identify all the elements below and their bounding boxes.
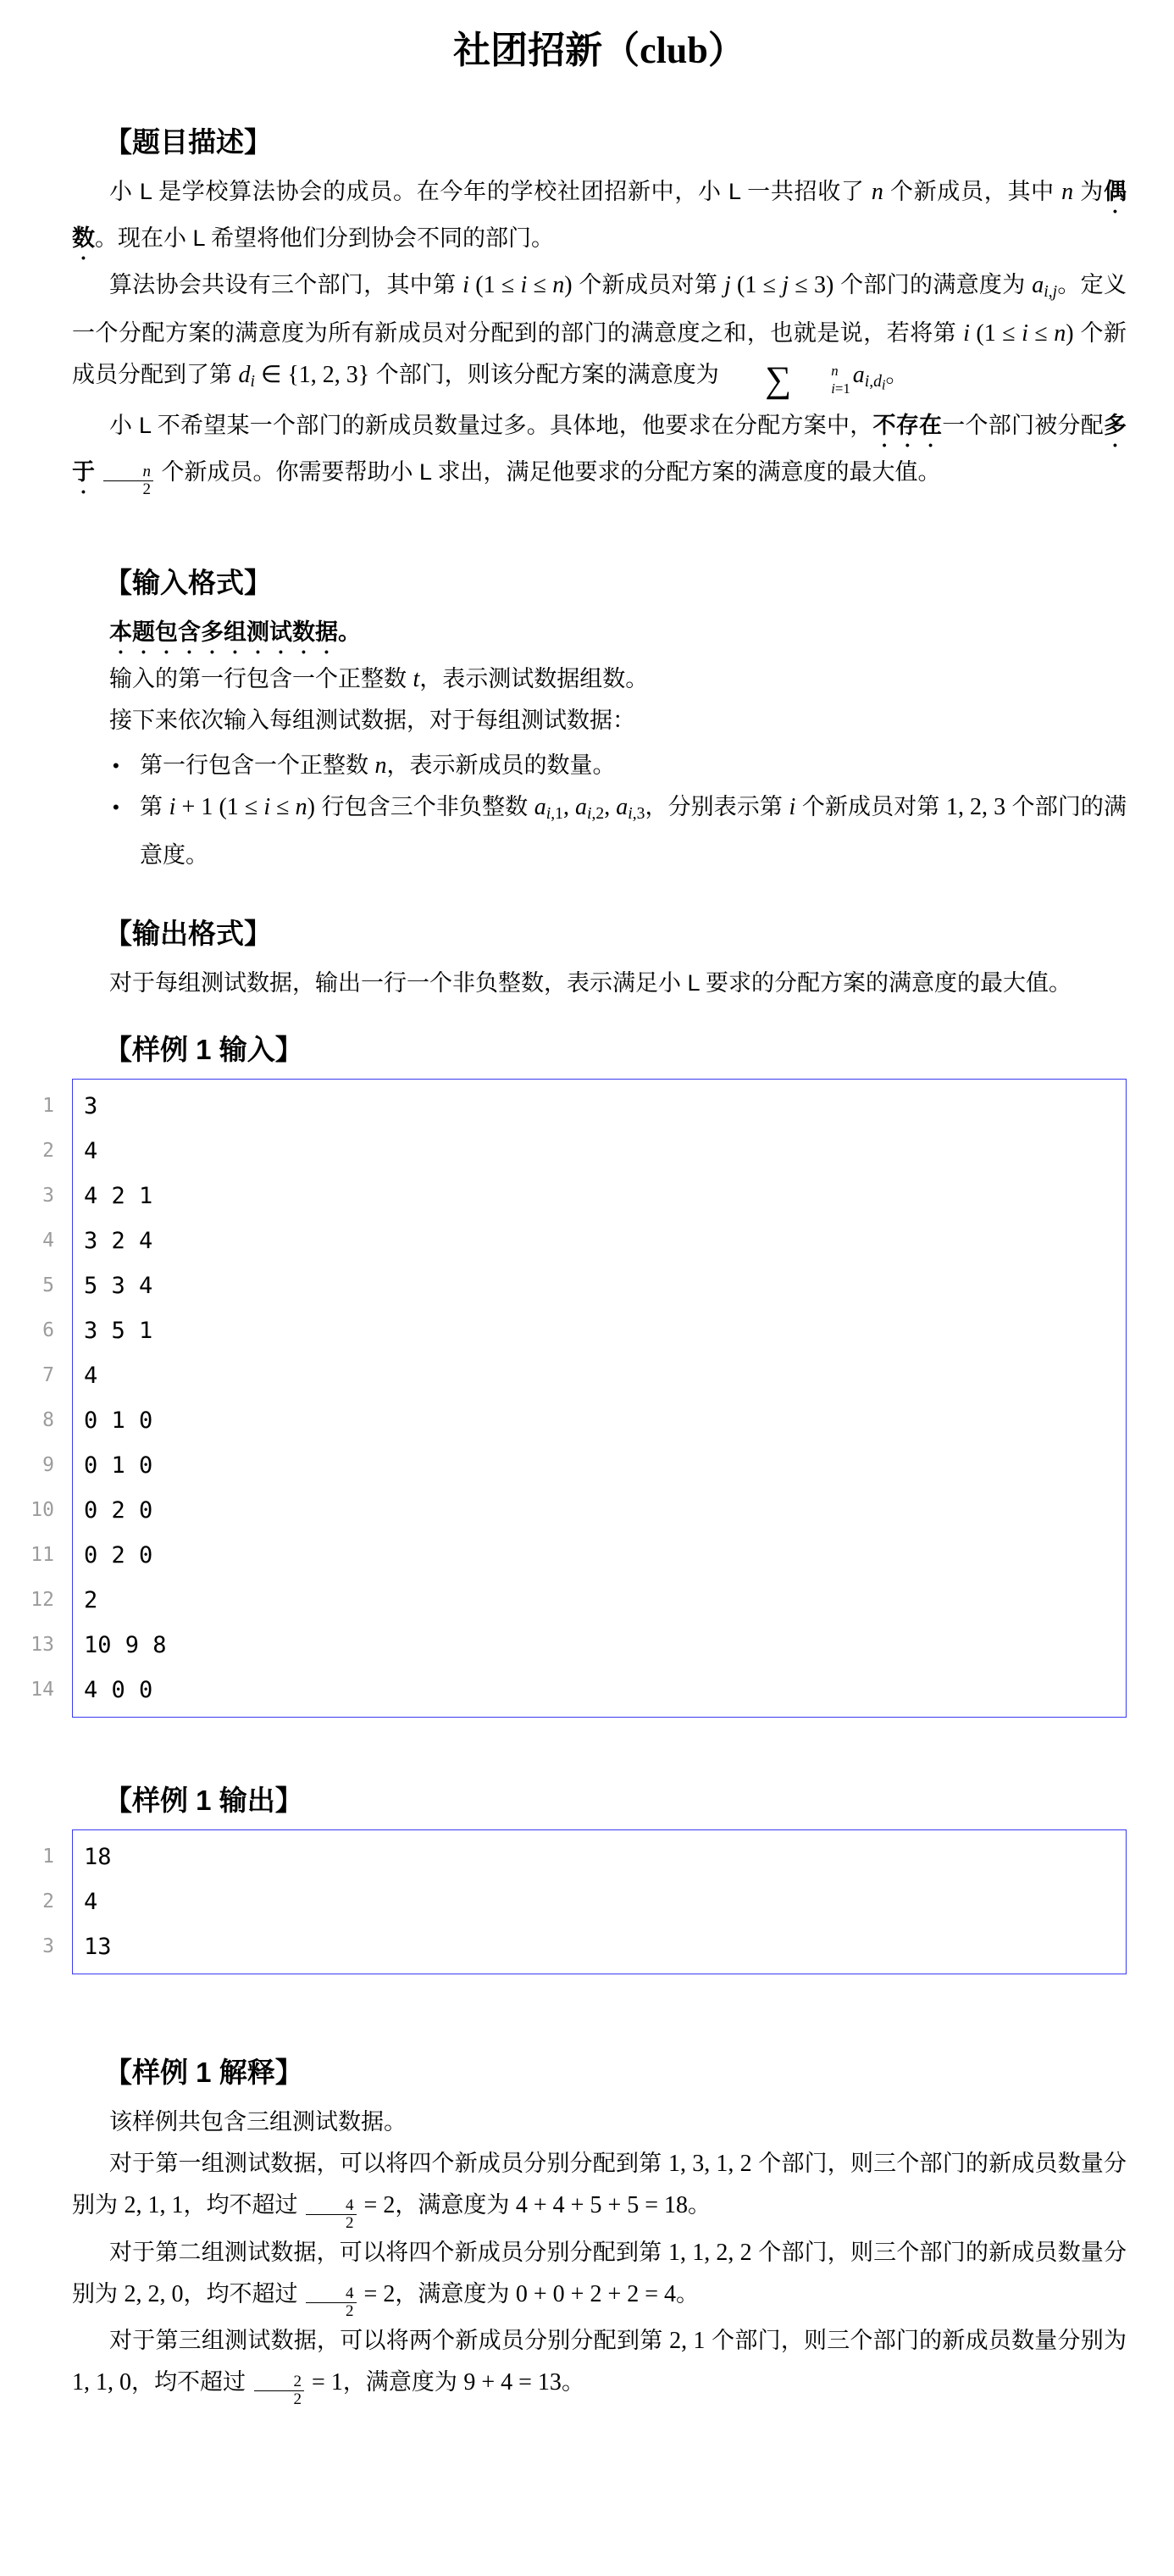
- math-roman: ): [564, 272, 573, 298]
- math-variable: i: [462, 272, 469, 298]
- code-line: [42, 1129, 1126, 1174]
- section: [30, 1033, 1127, 1718]
- section-heading: 【样例 1 输出】: [104, 1785, 303, 1817]
- math-roman: ,: [869, 372, 874, 391]
- math-roman: ,3: [632, 805, 645, 824]
- math-roman: =1: [834, 380, 850, 397]
- summation: [728, 359, 850, 401]
- math-roman: (1 ≤: [730, 272, 783, 298]
- text-run: 输入的第一行包含一个正整数: [109, 666, 413, 692]
- math-expression: [169, 794, 315, 820]
- math-fraction: [306, 2197, 357, 2232]
- text-run: 接下来依次输入每组测试数据，对于每组测试数据：: [109, 708, 635, 734]
- math-roman: ,2: [591, 805, 605, 824]
- code-text: 3 5 1: [84, 1318, 153, 1345]
- bullet-icon: •: [113, 755, 119, 777]
- math-expression: [462, 272, 572, 298]
- document-page: [0, 29, 1174, 2576]
- paragraph: [72, 963, 1127, 1004]
- text-run: ，分别表示第: [645, 794, 789, 820]
- line-number: 6: [42, 1319, 54, 1342]
- math-variable: n: [374, 752, 387, 780]
- math-roman: ,1: [551, 805, 563, 824]
- text-run: 。定义一个分配方案的满意度为所有新成员对分配到的部门的满意度之和，也就是说，若将第: [72, 272, 1127, 346]
- math-roman: = 1: [306, 2369, 343, 2396]
- math-roman: 2, 1: [669, 2328, 706, 2355]
- text-run: 个新成员，其中: [883, 179, 1062, 204]
- fraction-numerator: 4: [306, 2197, 357, 2215]
- section-heading: 【题目描述】: [104, 126, 272, 158]
- math-roman: 1, 1, 0: [72, 2369, 131, 2396]
- math-variable: a: [1032, 272, 1044, 298]
- math-variable: i: [881, 376, 886, 393]
- bullet-item: [104, 745, 1127, 786]
- line-number: 11: [30, 1544, 54, 1567]
- text-run: 个新成员对第: [795, 794, 946, 820]
- math-variable: i: [864, 372, 870, 391]
- math-subscript: [628, 805, 645, 823]
- code-text: 5 3 4: [84, 1273, 153, 1300]
- text-run: 对于第三组测试数据，可以将两个新成员分别分配到第: [109, 2328, 670, 2354]
- text-run: 第: [140, 794, 169, 820]
- code-line: [42, 1879, 1126, 1924]
- math-roman: ≤: [1027, 319, 1055, 347]
- math-roman: 2, 1, 1: [124, 2192, 184, 2219]
- text-run: 。: [688, 2192, 712, 2218]
- math-expression: [375, 752, 387, 779]
- text-run: 个部门的满意度为: [833, 272, 1033, 297]
- math-roman: 9 + 4 = 13: [463, 2369, 562, 2396]
- math-variable: i: [520, 272, 528, 298]
- text-run: ，均不超过: [131, 2369, 252, 2396]
- math-roman: ): [307, 794, 315, 821]
- math-roman: ,: [562, 794, 576, 821]
- math-expression: [125, 2192, 184, 2218]
- text-run: ，表示新成员的数量。: [386, 752, 616, 779]
- math-roman: 1, 2, 3: [945, 794, 1006, 821]
- math-roman: = 2: [357, 2280, 396, 2307]
- code-text: 2: [84, 1587, 98, 1614]
- text-run: 个部门，则该分配方案的满意度为: [369, 361, 726, 387]
- text-run: 小 L 不希望某一个部门的新成员数量过多。具体地，他要求在分配方案中，: [109, 413, 873, 439]
- math-variable: n: [295, 794, 307, 821]
- math-expression: [946, 794, 1005, 820]
- math-variable: i: [545, 805, 551, 824]
- math-subscript: [1044, 283, 1057, 301]
- code-text: 4: [84, 1889, 98, 1916]
- text-run: 为: [1073, 179, 1104, 204]
- text-run: 。: [676, 2280, 700, 2307]
- paragraph: [72, 405, 1127, 498]
- fraction-numerator: 4: [306, 2285, 357, 2303]
- math-roman: + 1 (1 ≤: [175, 794, 264, 821]
- text-run: 对于每组测试数据，输出一行一个非负整数，表示满足小 L 要求的分配方案的满意度的最大值。: [109, 970, 1072, 997]
- line-number: 13: [30, 1634, 54, 1657]
- bullet-list: [104, 745, 1127, 876]
- math-expression: [872, 179, 883, 205]
- code-text: 4: [84, 1363, 98, 1390]
- document-body: [30, 125, 1127, 2409]
- math-variable: a: [852, 361, 865, 388]
- math-variable: i: [628, 805, 633, 824]
- page-title: 社团招新（club）: [453, 30, 745, 71]
- paragraph: [72, 612, 1127, 658]
- section: [42, 1784, 1127, 1974]
- section: [72, 917, 1127, 1004]
- math-expression: [238, 361, 370, 391]
- summation-lower-limit: [794, 380, 850, 397]
- math-roman: 0 + 0 + 2 + 2 = 4: [515, 2280, 677, 2307]
- code-text: 4 0 0: [84, 1677, 153, 1704]
- code-line: [30, 1533, 1126, 1578]
- math-roman: (1 ≤: [969, 319, 1022, 347]
- math-expression: [1061, 179, 1073, 205]
- text-run: ，满意度为: [342, 2369, 464, 2396]
- math-roman: ): [1066, 319, 1074, 347]
- text-run: 个新成员对第: [572, 272, 724, 297]
- code-text: 3: [84, 1093, 98, 1120]
- line-number: 3: [42, 1935, 54, 1958]
- text-run: 对于第二组测试数据，可以将四个新成员分别分配到第: [109, 2239, 669, 2265]
- math-roman: 4 + 4 + 5 + 5 = 18: [515, 2192, 689, 2219]
- math-roman: ,: [1048, 282, 1053, 301]
- fraction-denominator: 2: [293, 2390, 302, 2409]
- math-roman: 1, 1, 2, 2: [668, 2239, 752, 2266]
- line-number: 10: [30, 1499, 54, 1522]
- paragraph: [72, 2232, 1127, 2320]
- math-expression: [304, 2280, 396, 2321]
- code-text: 0 2 0: [84, 1542, 153, 1569]
- math-roman: 2, 2, 0: [124, 2280, 184, 2307]
- fraction-denominator: 2: [142, 480, 152, 499]
- code-block: [30, 1079, 1127, 1718]
- paragraph: [72, 658, 1127, 700]
- line-number: 1: [42, 1846, 54, 1868]
- math-variable: t: [413, 666, 420, 693]
- math-roman: 1, 3, 1, 2: [668, 2151, 752, 2178]
- math-expression: [668, 2151, 752, 2177]
- code-line: [42, 1084, 1126, 1129]
- math-subscript: [546, 805, 563, 823]
- summation-upper-limit: [794, 363, 850, 380]
- math-variable: i: [1022, 319, 1028, 347]
- text-run: ，表示测试数据组数。: [419, 666, 649, 692]
- code-line: [42, 1308, 1126, 1353]
- math-variable: i: [831, 380, 835, 397]
- math-variable: i: [963, 319, 970, 347]
- code-line: [42, 1174, 1126, 1219]
- fraction-denominator: 2: [346, 2302, 354, 2321]
- text-run: 。: [885, 361, 909, 387]
- text-run: 个部门的满意度。: [140, 794, 1127, 869]
- fraction-denominator: 2: [346, 2213, 354, 2232]
- line-number: 4: [42, 1230, 54, 1252]
- paragraph: [72, 264, 1127, 405]
- code-text: 18: [84, 1844, 112, 1871]
- math-fraction: [306, 2285, 357, 2320]
- math-roman: ∈ {1, 2, 3}: [254, 361, 370, 388]
- math-variable: d: [238, 361, 251, 388]
- code-line: [42, 1398, 1126, 1443]
- line-number: 8: [42, 1409, 54, 1432]
- code-line: [42, 1924, 1126, 1969]
- emphasized-text: 本题包含多组测试数据。: [109, 619, 361, 646]
- text-run: 个部门，则三个部门的新成员数量分别为: [72, 2239, 1127, 2307]
- math-subscript: [865, 373, 886, 391]
- math-expression: [668, 2240, 752, 2266]
- line-number: 5: [42, 1274, 54, 1297]
- code-line: [42, 1443, 1126, 1488]
- math-variable: j: [723, 272, 731, 298]
- section-heading: 【样例 1 输入】: [104, 1034, 303, 1066]
- fraction-numerator: n: [103, 464, 154, 481]
- text-run: ，均不超过: [183, 2280, 305, 2307]
- section-heading: 【输出格式】: [104, 918, 272, 950]
- section-heading: 【样例 1 解释】: [104, 2057, 303, 2089]
- line-number: 14: [30, 1679, 54, 1702]
- code-line: [30, 1488, 1126, 1533]
- math-roman: ≤: [527, 272, 553, 298]
- text-run: 个新成员分配到了第: [72, 319, 1127, 387]
- paragraph: [72, 2101, 1127, 2143]
- math-fraction: [254, 2373, 305, 2408]
- emphasized-text: 多于: [72, 413, 1127, 486]
- math-expression: [534, 794, 645, 824]
- math-subscript: [587, 805, 604, 823]
- section-heading: 【输入格式】: [104, 567, 272, 599]
- fraction-numerator: 2: [254, 2373, 305, 2391]
- math-roman: = 2: [357, 2192, 396, 2219]
- code-block: [42, 1829, 1127, 1974]
- text-run: 行包含三个非负整数: [314, 794, 534, 820]
- emphasized-text: 偶数: [72, 179, 1127, 251]
- math-expression: [516, 2192, 688, 2218]
- math-expression: [725, 359, 886, 401]
- math-variable: i: [169, 794, 176, 821]
- math-variable: n: [831, 363, 839, 380]
- section: [72, 566, 1127, 876]
- code-line: [30, 1668, 1126, 1713]
- text-run: [95, 459, 102, 485]
- text-run: 该样例共包含三组测试数据。: [109, 2109, 407, 2135]
- code-line: [42, 1835, 1126, 1879]
- math-expression: [963, 320, 1073, 347]
- text-run: ，满意度为: [395, 2280, 516, 2307]
- sigma-icon: ∑: [765, 359, 792, 401]
- code-text: 13: [84, 1934, 112, 1961]
- code-box: [42, 1829, 1127, 1974]
- math-roman: ≤ 3): [789, 272, 834, 298]
- code-box: [30, 1079, 1127, 1718]
- code-text: 0 1 0: [84, 1452, 153, 1480]
- code-line: [30, 1578, 1126, 1623]
- math-fraction: [103, 464, 154, 498]
- math-expression: [252, 2369, 343, 2409]
- code-text: 0 1 0: [84, 1407, 153, 1435]
- math-variable: a: [534, 794, 546, 821]
- math-variable: i: [587, 805, 592, 824]
- math-expression: [463, 2369, 562, 2396]
- math-expression: [1032, 272, 1058, 301]
- text-run: ，均不超过: [183, 2192, 305, 2218]
- text-run: 个新成员。你需要帮助小 L 求出，满足他要求的分配方案的满意度的最大值。: [155, 459, 941, 486]
- math-expression: [516, 2281, 676, 2307]
- text-run: 。: [561, 2369, 584, 2396]
- line-number: 9: [42, 1454, 54, 1477]
- math-variable: j: [1052, 282, 1058, 301]
- math-expression: [125, 2281, 184, 2307]
- line-number: 2: [42, 1140, 54, 1163]
- bullet-icon: •: [113, 797, 119, 819]
- text-run: 小 L 是学校算法协会的成员。在今年的学校社团招新中，小 L 一共招收了: [109, 179, 872, 204]
- line-number: 7: [42, 1364, 54, 1387]
- text-run: 个部门，则三个部门的新成员数量分别为: [705, 2328, 1127, 2354]
- math-variable: i: [263, 794, 271, 821]
- paragraph: [72, 2143, 1127, 2231]
- math-variable: n: [1061, 179, 1074, 205]
- code-line: [42, 1263, 1126, 1308]
- math-roman: ,: [604, 794, 617, 821]
- paragraph: [72, 2320, 1127, 2408]
- math-variable: a: [575, 794, 588, 821]
- text-run: 个部门，则三个部门的新成员数量分别为: [72, 2151, 1127, 2218]
- code-text: 3 2 4: [84, 1228, 153, 1255]
- math-variable: i: [250, 372, 255, 391]
- math-expression: [102, 459, 156, 499]
- summation-limits: [794, 363, 850, 397]
- math-expression: [669, 2328, 705, 2354]
- text-run: ，满意度为: [395, 2192, 516, 2218]
- math-variable: i: [789, 794, 796, 821]
- math-variable: n: [871, 179, 883, 205]
- code-text: 4 2 1: [84, 1183, 153, 1210]
- line-number: 3: [42, 1185, 54, 1208]
- paragraph: [72, 171, 1127, 264]
- math-variable: n: [1054, 319, 1066, 347]
- code-line: [42, 1219, 1126, 1263]
- text-run: 对于第一组测试数据，可以将四个新成员分别分配到第: [109, 2151, 669, 2177]
- section: [72, 125, 1127, 498]
- math-variable: d: [873, 372, 882, 391]
- line-number: 2: [42, 1890, 54, 1913]
- math-variable: n: [552, 272, 565, 298]
- math-expression: [72, 2369, 131, 2396]
- line-number: 12: [30, 1589, 54, 1612]
- text-run: 一个部门被分配: [942, 413, 1105, 439]
- math-variable: a: [616, 794, 629, 821]
- line-number: 1: [42, 1095, 54, 1118]
- math-variable: i: [1044, 282, 1049, 301]
- code-line: [30, 1623, 1126, 1668]
- bullet-item: [104, 786, 1127, 876]
- math-roman: ≤: [270, 794, 296, 821]
- emphasized-text: 不存在: [872, 413, 943, 439]
- math-roman: (1 ≤: [468, 272, 521, 298]
- section: [72, 2056, 1127, 2408]
- text-run: 。现在小 L 希望将他们分到协会不同的部门。: [95, 225, 555, 251]
- code-text: 10 9 8: [84, 1632, 167, 1659]
- math-variable: j: [782, 272, 789, 298]
- paragraph: [72, 700, 1127, 741]
- text-run: 第一行包含一个正整数: [140, 752, 375, 779]
- code-line: [42, 1353, 1126, 1398]
- code-text: 4: [84, 1138, 98, 1165]
- code-text: 0 2 0: [84, 1497, 153, 1524]
- text-run: 算法协会共设有三个部门，其中第: [109, 272, 463, 297]
- math-expression: [304, 2192, 396, 2232]
- math-expression: [724, 272, 833, 298]
